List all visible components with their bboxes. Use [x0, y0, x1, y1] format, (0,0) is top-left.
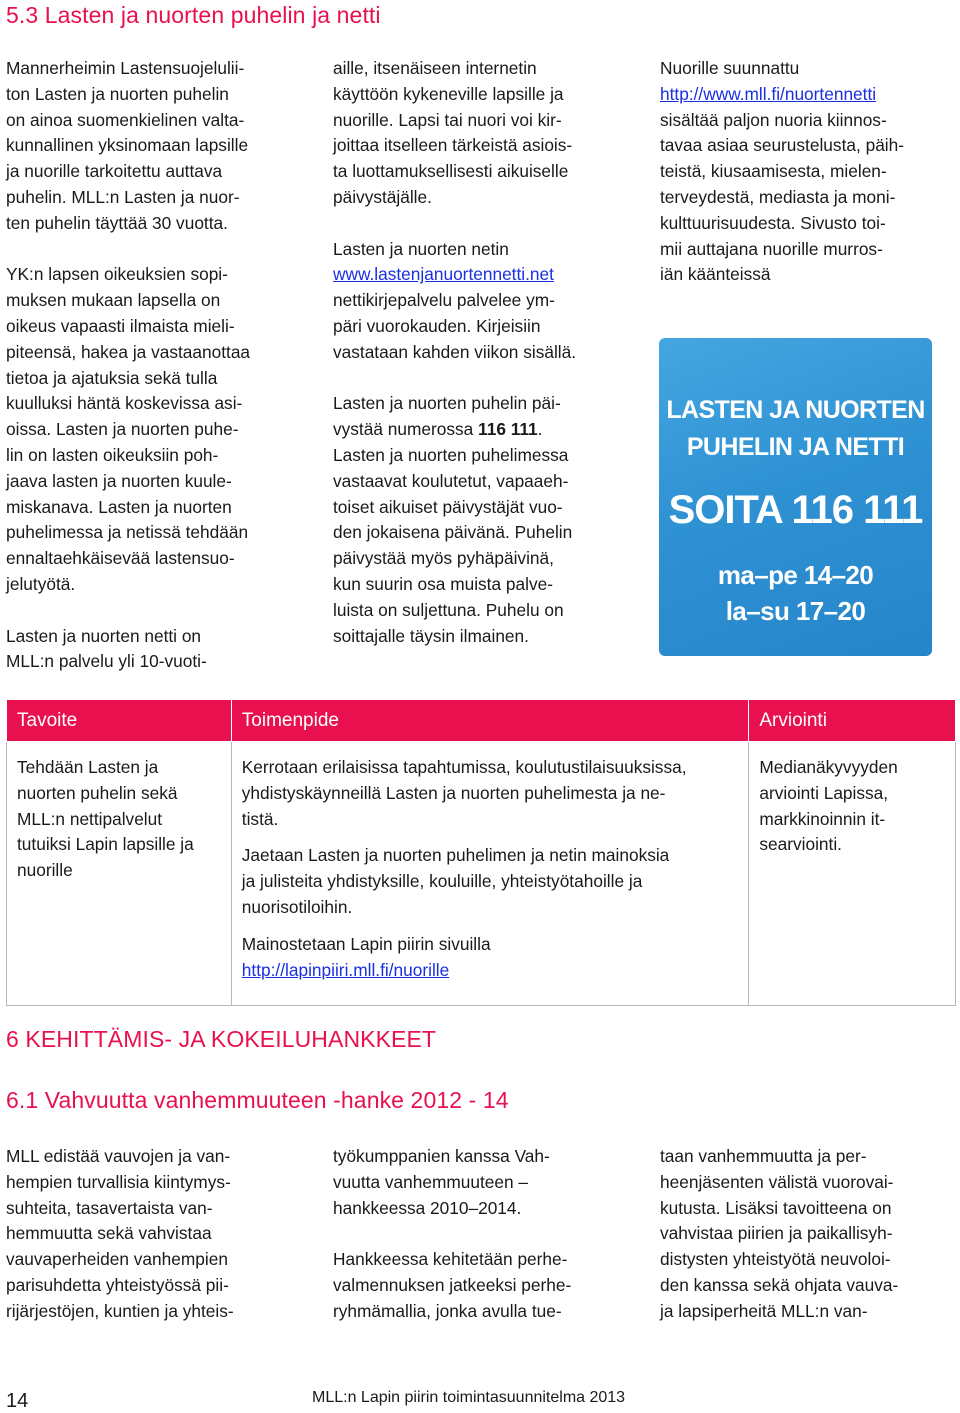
text-line: parisuhdetta yhteistyössä pii- [6, 1274, 229, 1295]
text-line: kunnallinen yksinomaan lapsille [6, 135, 249, 156]
goal-cell [7, 742, 232, 1006]
text-line: on ainoa suomenkielinen valta- [6, 109, 245, 130]
phone-number: 116 111 [478, 419, 538, 440]
text-line: nuorten puhelin sekä [17, 782, 178, 803]
text-line: Mainostetaan Lapin piirin sivuilla [241, 933, 491, 954]
text-line: valmennuksen jatkeeksi perhe- [333, 1274, 572, 1295]
section53-column-3 [660, 56, 956, 288]
text-line: työkumppanien kanssa Vah- [333, 1146, 550, 1166]
text-line: den jokaisena päivänä. Puhelin [333, 522, 573, 543]
text-line: piteensä, hakea ja vastaanottaa [6, 341, 251, 362]
text-line: vastataan kahden viikon sisällä. [333, 341, 577, 362]
paragraph [660, 56, 956, 288]
text-line: puhelimessa ja netissä tehdään [6, 522, 249, 543]
text-line: Jaetaan Lasten ja nuorten puhelimen ja netin mainoksia [241, 845, 670, 866]
text-line: tavaa asiaa seurustelusta, päih- [660, 135, 905, 156]
text-line: ja julisteita yhdistyksille, kouluille, yhteistyötahoille ja [241, 871, 643, 892]
lastenjanuortennetti-link[interactable]: www.lastenjanuortennetti.net [333, 264, 554, 285]
text-line: vahvistaa piirien ja paikallisyh- [660, 1223, 893, 1244]
text-line: kuulluksi häntä koskevissa asi- [6, 393, 243, 414]
banner-hours-weekend: la–su 17–20 [725, 596, 866, 626]
text-line: ton Lasten ja nuorten puhelin [6, 83, 229, 104]
text-line: sisältää paljon nuoria kiinnos- [660, 109, 887, 130]
table-row [7, 742, 956, 1006]
text-line: searviointi. [759, 834, 842, 855]
section53-column-1 [6, 56, 306, 675]
text-line: taan vanhemmuutta ja per- [660, 1146, 867, 1166]
text-line: den kanssa sekä ohjata vauva- [660, 1274, 899, 1295]
section6-column-3 [660, 1144, 956, 1325]
text-line: Nuorille suunnattu [660, 58, 800, 78]
text-line: muksen mukaan lapsella on [6, 290, 221, 311]
evaluation-cell [749, 742, 956, 1006]
paragraph [6, 624, 306, 676]
text-line: puhelin. MLL:n Lasten ja nuor- [6, 186, 240, 207]
lapinpiiri-link[interactable]: http://lapinpiiri.mll.fi/nuorille [241, 959, 450, 980]
text-line: ryhmämallia, jonka avulla tue- [333, 1300, 562, 1321]
text-line: soittajalle täysin ilmainen. [333, 625, 529, 646]
text-line: tutuiksi Lapin lapsille ja [17, 834, 194, 855]
text-line: nettikirjepalvelu palvelee ym- [333, 290, 555, 311]
text-line: Lasten ja nuorten puhelin päi- [333, 393, 561, 414]
text-line: miskanava. Lasten ja nuorten [6, 496, 232, 517]
text-line: distysten yhteistyötä neuvoloi- [660, 1249, 891, 1270]
paragraph [333, 391, 633, 649]
text-line: tistä. [241, 808, 279, 829]
text-line: tietoa ja ajatuksia sekä tulla [6, 367, 218, 388]
paragraph [6, 262, 306, 597]
text-line: markkinoinnin it- [759, 808, 886, 829]
text-line: hankkeessa 2010–2014. [333, 1197, 522, 1218]
text-line: oissa. Lasten ja nuorten puhe- [6, 419, 239, 440]
text-line: hemmuutta sekä vahvistaa [6, 1223, 212, 1244]
text-line: Lasten ja nuorten netti on [6, 625, 202, 646]
text-line: mii auttajana nuorille murros- [660, 238, 883, 259]
action-item [242, 843, 739, 920]
footer-title: MLL:n Lapin piirin toimintasuunnitelma 2013 [312, 1389, 626, 1406]
text-line: päivystää myös pyhäpäivinä, [333, 548, 554, 569]
text-line: kun suurin osa muista palve- [333, 573, 553, 594]
text-line: ennaltaehkäisevää lastensuo- [6, 548, 235, 569]
text-line: suhteita, tasavertaista van- [6, 1197, 213, 1218]
header-goal: Tavoite [7, 700, 232, 742]
section53-column-2 [333, 56, 633, 649]
banner-title-line-1: LASTEN JA NUORTEN [666, 396, 925, 424]
paragraph [333, 1144, 633, 1221]
text-line: kulttuurisuudesta. Sivusto toi- [660, 212, 886, 233]
text-line: toiset aikuiset päivystäjät vuo- [333, 496, 563, 517]
text-line: MLL:n nettipalvelut [17, 808, 163, 829]
text-line: kutusta. Lisäksi tavoitteena on [660, 1197, 892, 1218]
table-header-row [7, 700, 956, 742]
text-line: YK:n lapsen oikeuksien sopi- [6, 264, 228, 285]
text-line: Lasten ja nuorten puhelimessa [333, 444, 569, 465]
text-line: MLL:n palvelu yli 10-vuoti- [6, 651, 207, 672]
action-item [242, 755, 739, 832]
text-line: ja lapsiperheitä MLL:n van- [660, 1300, 868, 1321]
text-line: päivystäjälle. [333, 186, 432, 207]
text-line: nuorille [17, 860, 73, 881]
text-line: teistä, kiusaamisesta, mielen- [660, 161, 887, 182]
text-line: joittaa itselleen tärkeistä asiois- [333, 135, 573, 156]
text-line: vastaavat koulutetut, vapaaeh- [333, 470, 569, 491]
text-line: luista on suljettuna. Puhelu on [333, 599, 564, 620]
text-line: hempien turvallisia kiintymys- [6, 1171, 231, 1192]
paragraph [660, 1144, 956, 1325]
header-action: Toimenpide [231, 700, 749, 742]
text-line: aille, itsenäiseen internetin [333, 58, 537, 78]
text-line: jaava lasten ja nuorten kuule- [6, 470, 232, 491]
text-line [333, 417, 633, 443]
banner-hours-weekdays: ma–pe 14–20 [717, 560, 874, 590]
text-line: vuutta vanhemmuuteen – [333, 1171, 529, 1192]
text-fragment: . [537, 419, 543, 440]
text-line: ja nuorille tarkoitettu auttava [6, 161, 223, 182]
section6-column-2 [333, 1144, 633, 1325]
text-line: käyttöön kykeneville lapsille ja [333, 83, 564, 104]
section6-column-1 [6, 1144, 306, 1325]
text-line: arviointi Lapissa, [759, 782, 889, 803]
text-line: rijärjestöjen, kuntien ja yhteis- [6, 1300, 234, 1321]
page-number: 14 [6, 1390, 29, 1412]
text-line: vauvaperheiden vanhempien [6, 1249, 228, 1270]
text-line: MLL edistää vauvojen ja van- [6, 1146, 231, 1166]
paragraph [333, 237, 633, 366]
text-line: yhdistyskäynneillä Lasten ja nuorten puhelimesta ja ne- [241, 782, 666, 803]
header-evaluation: Arviointi [749, 700, 956, 742]
nuortennetti-link[interactable]: http://www.mll.fi/nuortennetti [660, 83, 877, 104]
text-line: nuorille. Lapsi tai nuori voi kir- [333, 109, 562, 130]
text-line: heenjäsenten välistä vuorovai- [660, 1171, 894, 1192]
text-line: nuorisotiloihin. [241, 896, 353, 917]
action-plan-table [6, 699, 956, 1006]
text-line: Mannerheimin Lastensuojelulii- [6, 58, 245, 78]
text-line: Medianäkyvyyden [759, 757, 898, 777]
section-heading-6-1: 6.1 Vahvuutta vanhemmuuteen -hanke 2012 - 14 [6, 1087, 509, 1113]
action-item [242, 932, 739, 984]
paragraph [333, 56, 633, 211]
text-line: jelutyötä. [6, 573, 76, 594]
paragraph [6, 1144, 306, 1325]
text-line: ten puhelin täyttää 30 vuotta. [6, 212, 228, 233]
text-line: oikeus vapaasti ilmaista mieli- [6, 315, 235, 336]
action-cell [231, 742, 749, 1006]
section-heading-6: 6 KEHITTÄMIS- JA KOKEILUHANKKEET [6, 1026, 437, 1052]
text-line: terveydestä, mediasta ja moni- [660, 186, 896, 207]
text-line: Tehdään Lasten ja [17, 757, 159, 777]
text-line: lin on lasten oikeuksiin poh- [6, 444, 219, 465]
text-line: päri vuorokauden. Kirjeisiin [333, 315, 541, 336]
helpline-banner-image [659, 338, 932, 656]
text-line: Lasten ja nuorten netin [333, 238, 509, 259]
text-line: Hankkeessa kehitetään perhe- [333, 1249, 568, 1270]
text-line: iän käänteissä [660, 264, 771, 285]
text-fragment: vystää numerossa [333, 419, 479, 440]
paragraph [333, 1247, 633, 1324]
banner-phone: SOITA 116 111 [668, 488, 923, 532]
text-line: ta luottamuksellisesti aikuiselle [333, 161, 569, 182]
text-line: Kerrotaan erilaisissa tapahtumissa, koulutustilaisuuksissa, [241, 757, 687, 777]
paragraph [6, 56, 306, 237]
section-heading-5-3: 5.3 Lasten ja nuorten puhelin ja netti [6, 2, 381, 28]
banner-title-line-2: PUHELIN JA NETTI [686, 433, 905, 461]
